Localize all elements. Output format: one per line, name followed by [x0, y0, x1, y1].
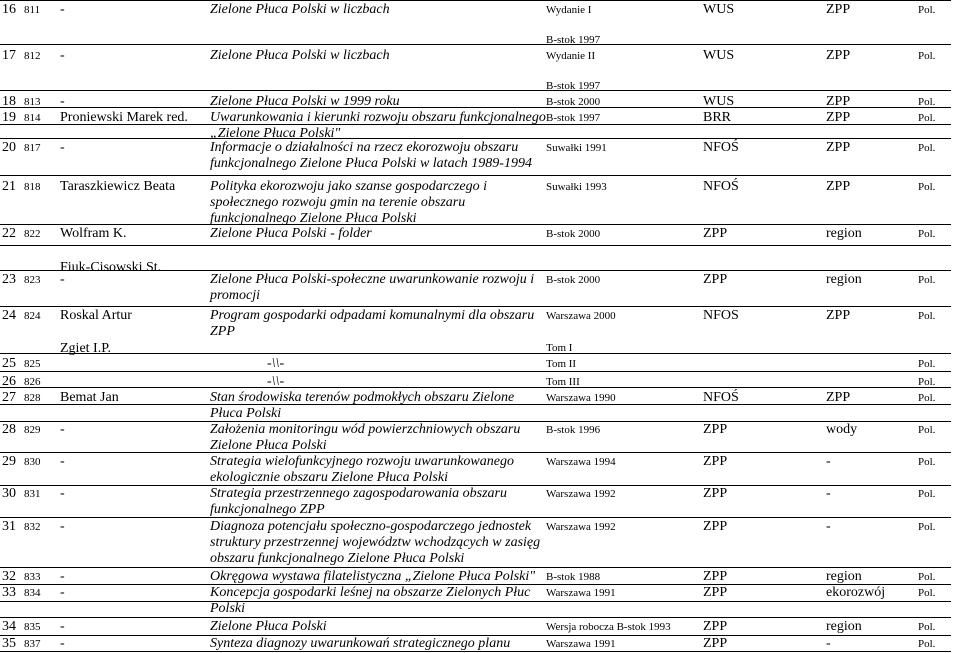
- catalog-code: 813: [24, 96, 41, 108]
- organization: NFOŚ: [703, 179, 739, 194]
- author: Roskal Artur: [60, 308, 132, 323]
- author: -: [60, 140, 65, 155]
- language: Pol.: [918, 96, 936, 108]
- area: -: [826, 636, 831, 651]
- language: Pol.: [918, 392, 936, 404]
- publication: Suwałki 1993: [546, 181, 607, 193]
- area: ZPP: [826, 2, 851, 17]
- language: Pol.: [918, 424, 936, 436]
- organization: NFOŚ: [703, 390, 739, 405]
- publication: B-stok 1988: [546, 571, 601, 583]
- organization: ZPP: [703, 422, 728, 437]
- title-line-2: społecznego rozwoju gmin na terenie obszaru: [210, 195, 466, 210]
- row-divider: [0, 306, 951, 307]
- catalog-code: 831: [24, 488, 41, 500]
- catalog-code: 832: [24, 521, 41, 533]
- row-number: 30: [2, 486, 16, 501]
- row-number: 35: [2, 636, 16, 651]
- author: Taraszkiewicz Beata: [60, 179, 176, 194]
- row-divider: [0, 567, 951, 568]
- row-number: 19: [2, 110, 16, 125]
- row-divider: [0, 617, 951, 618]
- language: Pol.: [918, 228, 936, 240]
- row-number: 34: [2, 619, 16, 634]
- organization: ZPP: [703, 569, 728, 584]
- title: Zielone Płuca Polski w liczbach: [210, 48, 390, 63]
- area: -: [826, 519, 831, 534]
- publication: B-stok 2000: [546, 96, 601, 108]
- area: ekorozwój: [826, 585, 886, 600]
- publication: Warszawa 1990: [546, 392, 616, 404]
- catalog-code: 811: [24, 4, 41, 16]
- language: Pol.: [918, 621, 936, 633]
- author: Bemat Jan: [60, 390, 119, 405]
- organization: ZPP: [703, 226, 728, 241]
- author: -: [60, 422, 65, 437]
- organization: ZPP: [703, 454, 728, 469]
- row-number: 26: [2, 374, 16, 389]
- publication: B-stok 1997: [546, 112, 601, 124]
- title-line-2: ekologicznie obszaru Zielone Płuca Polski: [210, 470, 448, 485]
- row-number: 32: [2, 569, 16, 584]
- publication: Warszawa 1994: [546, 456, 616, 468]
- title: -\\-: [267, 356, 285, 371]
- title: Zielone Płuca Polski w 1999 roku: [210, 94, 400, 109]
- title: Koncepcja gospodarki leśnej na obszarze Zielonych Płuc: [210, 585, 531, 600]
- organization: WUS: [703, 48, 735, 63]
- catalog-code: 830: [24, 456, 41, 468]
- title: Informacje o działalności na rzecz ekorozwoju obszaru: [210, 140, 519, 155]
- publication: Warszawa 1992: [546, 488, 616, 500]
- author: -: [60, 619, 65, 634]
- author: -: [60, 486, 65, 501]
- title-line-2: struktury przestrzennej województw wchodzących w zasięg: [210, 535, 541, 550]
- area: region: [826, 226, 862, 241]
- organization: ZPP: [703, 519, 728, 534]
- language: Pol.: [918, 587, 936, 599]
- row-divider: [0, 601, 951, 602]
- row-number: 27: [2, 390, 16, 405]
- language: Pol.: [918, 4, 936, 16]
- publication-line-2: Tom I: [546, 342, 573, 354]
- row-number: 33: [2, 585, 16, 600]
- catalog-code: 822: [24, 228, 41, 240]
- author: Proniewski Marek red.: [60, 110, 188, 125]
- author: -: [60, 94, 65, 109]
- publication: Wersja robocza B-stok 1993: [546, 621, 671, 633]
- catalog-code: 833: [24, 571, 41, 583]
- catalog-code: 817: [24, 142, 41, 154]
- row-number: 21: [2, 179, 16, 194]
- author: -: [60, 519, 65, 534]
- language: Pol.: [918, 181, 936, 193]
- author: -: [60, 585, 65, 600]
- row-number: 29: [2, 454, 16, 469]
- row-number: 28: [2, 422, 16, 437]
- area: ZPP: [826, 308, 851, 323]
- title-line-2: Płuca Polski: [210, 406, 282, 421]
- row-divider: [0, 138, 951, 139]
- author: -: [60, 272, 65, 287]
- area: region: [826, 619, 862, 634]
- author-secondary: Fiuk-Cisowski St.: [60, 260, 162, 275]
- title: Diagnoza potencjału społeczno-gospodarczego jednostek: [210, 519, 532, 534]
- title: Strategia przestrzennego zagospodarowania obszaru: [210, 486, 508, 501]
- publication: Wydanie I: [546, 4, 592, 16]
- publication-line-2: B-stok 1997: [546, 80, 601, 92]
- row-divider: [0, 107, 951, 108]
- title: Zielone Płuca Polski-społeczne uwarunkowanie rozwoju i: [210, 272, 535, 287]
- publication: Warszawa 2000: [546, 310, 616, 322]
- title-line-3: funkcjonalnego Zielone Płuca Polski: [210, 211, 417, 226]
- catalog-code: 818: [24, 181, 41, 193]
- title: Uwarunkowania i kierunki rozwoju obszaru funkcjonalnego: [210, 110, 546, 125]
- organization: ZPP: [703, 272, 728, 287]
- publication: Warszawa 1991: [546, 638, 616, 650]
- title: Zielone Płuca Polski: [210, 619, 327, 634]
- language: Pol.: [918, 274, 936, 286]
- publication: B-stok 2000: [546, 274, 601, 286]
- row-divider: [0, 175, 951, 176]
- publication: Warszawa 1991: [546, 587, 616, 599]
- row-number: 22: [2, 226, 16, 241]
- language: Pol.: [918, 310, 936, 322]
- catalog-code: 823: [24, 274, 41, 286]
- area: region: [826, 272, 862, 287]
- row-divider: [0, 245, 951, 246]
- area: ZPP: [826, 48, 851, 63]
- catalog-code: 824: [24, 310, 41, 322]
- row-divider: [0, 353, 951, 354]
- organization: ZPP: [703, 636, 728, 651]
- language: Pol.: [918, 456, 936, 468]
- publication: Tom III: [546, 376, 580, 388]
- title: Okręgowa wystawa filatelistyczna „Zielone Płuca Polski": [210, 569, 536, 584]
- title: -\\-: [267, 374, 285, 389]
- row-number: 24: [2, 308, 16, 323]
- organization: BRR: [703, 110, 732, 125]
- catalog-code: 814: [24, 112, 41, 124]
- title-line-3: obszaru funkcjonalnego Zielone Płuca Polski: [210, 551, 465, 566]
- row-divider: [0, 44, 951, 45]
- area: ZPP: [826, 179, 851, 194]
- author: -: [60, 2, 65, 17]
- organization: WUS: [703, 94, 735, 109]
- row-number: 20: [2, 140, 16, 155]
- row-divider: [0, 517, 951, 518]
- language: Pol.: [918, 142, 936, 154]
- language: Pol.: [918, 376, 936, 388]
- area: -: [826, 454, 831, 469]
- organization: WUS: [703, 2, 735, 17]
- author: -: [60, 636, 65, 651]
- author: -: [60, 454, 65, 469]
- area: -: [826, 486, 831, 501]
- language: Pol.: [918, 521, 936, 533]
- row-number: 16: [2, 2, 16, 17]
- row-divider: [0, 452, 951, 453]
- author-secondary: Zgiet I.P.: [60, 341, 111, 356]
- publication: Suwałki 1991: [546, 142, 607, 154]
- row-divider: [0, 224, 951, 225]
- catalog-code: 828: [24, 392, 41, 404]
- row-number: 25: [2, 356, 16, 371]
- row-divider: [0, 371, 951, 372]
- title: Program gospodarki odpadami komunalnymi dla obszaru: [210, 308, 535, 323]
- organization: ZPP: [703, 585, 728, 600]
- row-number: 23: [2, 272, 16, 287]
- publication: B-stok 1996: [546, 424, 601, 436]
- row-number: 18: [2, 94, 16, 109]
- title: Polityka ekorozwoju jako szanse gospodarczego i: [210, 179, 487, 194]
- catalog-code: 826: [24, 376, 41, 388]
- publication: Wydanie II: [546, 50, 596, 62]
- catalog-code: 835: [24, 621, 41, 633]
- language: Pol.: [918, 488, 936, 500]
- row-divider: [0, 90, 951, 91]
- language: Pol.: [918, 358, 936, 370]
- title: Zielone Płuca Polski w liczbach: [210, 2, 390, 17]
- publication-line-2: B-stok 1997: [546, 34, 601, 46]
- area: ZPP: [826, 110, 851, 125]
- title-line-2: funkcjonalnego Zielone Płuca Polski w latach 1989-1994: [210, 156, 532, 171]
- area: region: [826, 569, 862, 584]
- author: -: [60, 48, 65, 63]
- title-line-2: Zielone Płuca Polski: [210, 438, 327, 453]
- area: ZPP: [826, 94, 851, 109]
- publication: B-stok 2000: [546, 228, 601, 240]
- row-number: 17: [2, 48, 16, 63]
- title-line-2: promocji: [210, 288, 261, 303]
- language: Pol.: [918, 112, 936, 124]
- title: Założenia monitoringu wód powierzchniowych obszaru: [210, 422, 521, 437]
- catalog-code: 834: [24, 587, 41, 599]
- area: ZPP: [826, 140, 851, 155]
- catalog-code: 829: [24, 424, 41, 436]
- area: wody: [826, 422, 858, 437]
- catalog-code: 837: [24, 638, 41, 650]
- title: Zielone Płuca Polski - folder: [210, 226, 372, 241]
- organization: ZPP: [703, 619, 728, 634]
- author: -: [60, 569, 65, 584]
- area: ZPP: [826, 390, 851, 405]
- publication: Tom II: [546, 358, 577, 370]
- title-line-2: „Zielone Płuca Polski": [210, 126, 341, 141]
- language: Pol.: [918, 50, 936, 62]
- title-line-2: funkcjonalnego ZPP: [210, 502, 325, 517]
- catalog-code: 812: [24, 50, 41, 62]
- language: Pol.: [918, 638, 936, 650]
- title-line-2: Polski: [210, 601, 245, 616]
- title-line-2: ZPP: [210, 324, 235, 339]
- publication: Warszawa 1992: [546, 521, 616, 533]
- title: Strategia wielofunkcyjnego rozwoju uwarunkowanego: [210, 454, 514, 469]
- title: Synteza diagnozy uwarunkowań strategicznego planu: [210, 636, 511, 651]
- title: Stan środowiska terenów podmokłych obszaru Zielone: [210, 390, 515, 405]
- organization: ZPP: [703, 486, 728, 501]
- catalog-code: 825: [24, 358, 41, 370]
- language: Pol.: [918, 571, 936, 583]
- row-divider: [0, 0, 951, 1]
- row-divider: [0, 387, 951, 388]
- row-number: 31: [2, 519, 16, 534]
- organization: NFOS: [703, 308, 739, 323]
- organization: NFOŚ: [703, 140, 739, 155]
- author: Wolfram K.: [60, 226, 127, 241]
